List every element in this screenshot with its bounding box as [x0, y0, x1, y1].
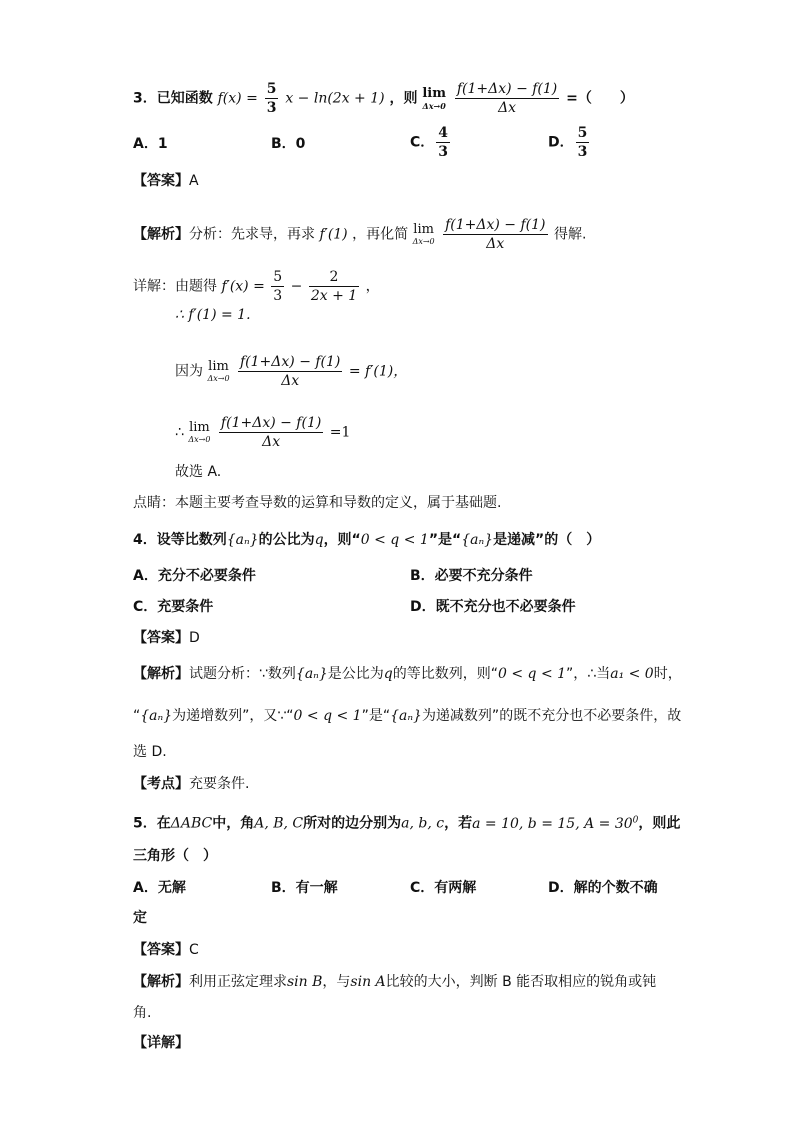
q3-therefore-fraction: $\frac{f(1+\Delta x) - f(1)}{\Delta x}$: [220, 415, 322, 450]
q5-analysis-text: 利用正弦定理求: [189, 974, 287, 990]
q3-detail-derivative: f′(x) =: [221, 278, 265, 295]
q5-option-d: D．解的个数不确: [548, 880, 658, 896]
q5-given: a = 10, b = 15, $A = 30^0$: [472, 815, 639, 832]
q4-stem-text-5: 是递减”的（ ）: [493, 532, 601, 548]
q4-stem: [133, 530, 600, 550]
q5-sinB: sin B: [287, 974, 323, 990]
q4-kaodian: [133, 774, 249, 794]
q3-therefore-line: [175, 414, 350, 451]
q3-because-line: [175, 353, 407, 390]
q3-analysis: [133, 216, 586, 253]
q3-fraction-5-3: $\frac{5}{3}$: [266, 81, 277, 116]
q4-option-b: B．必要不充分条件: [410, 568, 533, 584]
q3-stem-end: =（ ）: [566, 90, 634, 107]
answer-tag: 【答案】: [133, 942, 189, 958]
q3-comment: 点睛：本题主要考查导数的运算和导数的定义，属于基础题.: [133, 495, 502, 511]
q4-analysis-line3: 选 D.: [133, 744, 167, 760]
q4-sequence: {aₙ}: [226, 532, 259, 548]
q4-analysis-text-5: 时，: [653, 666, 682, 682]
q5-option-d-wrap: 定: [133, 910, 147, 926]
q3-answer: [133, 171, 199, 191]
q5-analysis: [133, 972, 656, 992]
q3-option-d-fraction: $\frac{5}{3}$: [577, 125, 588, 160]
q3-option-c: C． $\frac{4}{3}$: [410, 125, 449, 160]
q4-stem-text-4: ”是“: [428, 532, 462, 548]
q3-analysis-limit-fraction: $\frac{f(1+\Delta x) - f(1)}{\Delta x}$: [445, 217, 546, 252]
q4-analysis-text-2: 是公比为: [327, 666, 384, 682]
q5-option-c: C．有两解: [410, 880, 477, 896]
q5-sides: a, b, c: [401, 815, 445, 832]
q3-detail: [133, 268, 380, 305]
q4-line2-text-3: ”是“: [361, 708, 391, 724]
answer-tag: 【答案】: [133, 173, 189, 189]
q3-detail-minus: −: [290, 278, 303, 295]
q3-option-a: A．1: [133, 136, 168, 152]
analysis-tag: 【解析】: [133, 226, 189, 243]
q4-option-d: D．既不充分也不必要条件: [410, 599, 576, 615]
q3-because-equals: = f′(1)，: [348, 363, 408, 380]
q4-line2-text-2: 为递增数列”，又∵“: [172, 708, 294, 724]
q5-answer-value: C: [189, 942, 199, 958]
q3-because-limit: lim Δx→0: [207, 358, 230, 383]
q5-sinA: sin A: [350, 974, 386, 990]
q4-stem-text: 4．设等比数列: [133, 532, 227, 548]
analysis-tag: 【解析】: [133, 974, 189, 990]
q3-detail-fraction-2: $\frac{2}{2x + 1}$: [310, 269, 358, 304]
q3-function-rhs: x − ln(2x + 1): [285, 90, 385, 107]
q3-because-fraction: $\frac{f(1+\Delta x) - f(1)}{\Delta x}$: [240, 354, 341, 389]
q3-analysis-text-2: ，再化简: [352, 226, 409, 243]
q3-function-lhs: f(x) =: [217, 90, 258, 107]
q3-detail-fraction-5-3: $\frac{5}{3}$: [273, 269, 283, 304]
q5-option-b: B．有一解: [271, 880, 338, 896]
q3-analysis-fp1: f′(1): [319, 226, 348, 243]
q5-angles: A, B, C: [254, 815, 304, 832]
q4-option-a: A．充分不必要条件: [133, 568, 256, 584]
q5-analysis-text-2: ，与: [322, 974, 351, 990]
q3-analysis-limit: lim Δx→0: [412, 221, 435, 246]
q3-therefore-limit: lim Δx→0: [188, 419, 211, 444]
q5-analysis-line2: 角.: [133, 1005, 152, 1021]
q4-option-c: C．充要条件: [133, 599, 214, 615]
q5-option-a: A．无解: [133, 880, 186, 896]
q5-stem: [133, 810, 680, 834]
q4-line2-text-4: 为递减数列”的既不充分也不必要条件，故: [421, 708, 682, 724]
q3-detail-text: 详解：由题得: [133, 278, 217, 295]
q4-ratio: q: [314, 532, 324, 548]
q3-analysis-text-3: 得解.: [553, 226, 587, 243]
q3-because-text: 因为: [175, 363, 203, 380]
q5-answer: [133, 940, 199, 960]
q3-therefore-equals: =1: [329, 424, 351, 441]
kaodian-tag: 【考点】: [133, 776, 189, 792]
q4-kaodian-text: 充要条件.: [189, 776, 250, 792]
q4-analysis-a1: a₁ < 0: [610, 666, 654, 682]
q3-therefore-symbol: ∴: [175, 424, 184, 441]
q4-analysis-ratio: q: [383, 666, 393, 682]
q3-option-c-fraction: $\frac{4}{3}$: [438, 125, 449, 160]
q3-choose: 故选 A.: [175, 464, 222, 480]
q4-stem-text-3: ，则“: [323, 532, 361, 548]
answer-tag: 【答案】: [133, 630, 189, 646]
q3-limit-symbol: lim Δx→0: [422, 85, 446, 111]
q3-limit-fraction: $\frac{f(1+\Delta x) - f(1)}{\Delta x}$: [456, 81, 558, 116]
q4-analysis: [133, 664, 682, 684]
q4-answer: [133, 628, 200, 648]
q4-analysis-text-4: ”，∴当: [566, 666, 611, 682]
q3-detail-comma: ，: [365, 278, 380, 295]
q3-fp1-line: ∴ f′(1) = 1.: [175, 307, 251, 323]
q4-line2-sequence-2: {aₙ}: [390, 708, 422, 724]
q5-stem-text: 5．在: [133, 815, 171, 832]
q5-stem-text-2: 中，角: [212, 815, 255, 832]
q3-answer-value: A: [189, 173, 199, 189]
q5-detail-tag: 【详解】: [133, 1035, 189, 1051]
q4-condition: 0 < q < 1: [360, 532, 429, 548]
q3-stem-then: ，则: [389, 90, 418, 107]
q4-analysis-text: 试题分析：∵数列: [189, 666, 296, 682]
q4-answer-value: D: [189, 630, 200, 646]
q4-analysis-line2: [133, 706, 681, 726]
q4-line2-text: “: [133, 708, 141, 724]
q4-line2-sequence: {aₙ}: [140, 708, 173, 724]
q3-stem-text: 3．已知函数: [133, 90, 213, 107]
q4-analysis-sequence: {aₙ}: [295, 666, 328, 682]
q3-stem: [133, 80, 634, 117]
q5-triangle: ΔABC: [170, 815, 213, 832]
q4-analysis-condition: 0 < q < 1: [498, 666, 567, 682]
q5-stem-line2: 三角形（ ）: [133, 848, 217, 864]
q3-option-b: B．0: [271, 136, 306, 152]
q5-stem-text-4: ，若: [444, 815, 473, 832]
q5-stem-text-3: 所对的边分别为: [303, 815, 402, 832]
q4-line2-condition: 0 < q < 1: [293, 708, 362, 724]
q3-analysis-text: 分析：先求导，再求: [189, 226, 315, 243]
q5-stem-text-5: ，则此: [638, 815, 681, 832]
q4-sequence-2: {aₙ}: [461, 532, 494, 548]
q3-option-d: D． $\frac{5}{3}$: [548, 125, 588, 160]
q4-analysis-text-3: 的等比数列，则“: [392, 666, 498, 682]
analysis-tag: 【解析】: [133, 666, 189, 682]
q5-analysis-text-3: 比较的大小，判断 B 能否取相应的锐角或钝: [385, 974, 657, 990]
q4-stem-text-2: 的公比为: [258, 532, 315, 548]
